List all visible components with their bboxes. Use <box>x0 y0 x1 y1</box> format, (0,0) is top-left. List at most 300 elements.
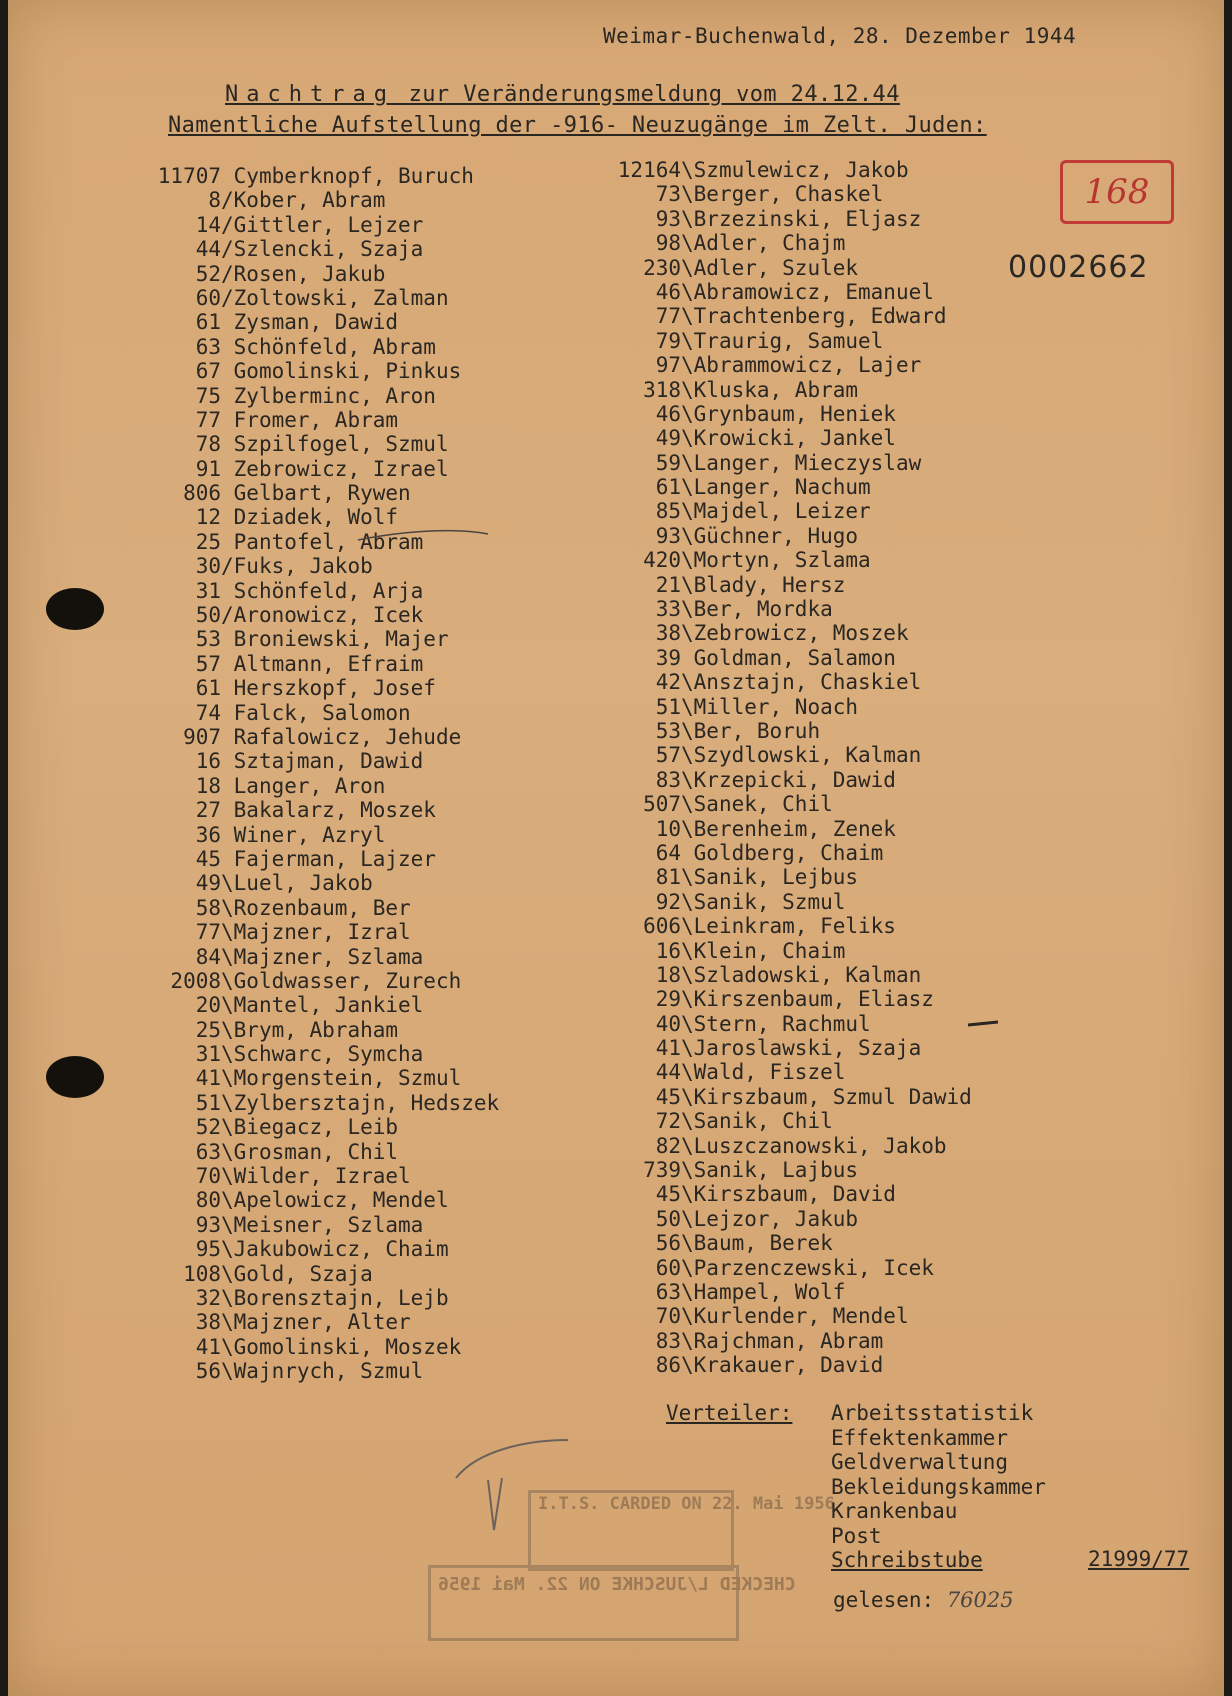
separator-mark: \ <box>221 1188 234 1213</box>
separator-mark: \ <box>681 1060 694 1085</box>
prisoner-name: Jaroslawski, Szaja <box>693 1036 922 1061</box>
prisoner-number: 93 <box>195 1212 221 1237</box>
separator-mark: \ <box>681 206 694 231</box>
prisoner-name: Brym, Abraham <box>233 1017 399 1042</box>
separator-mark: \ <box>681 499 694 524</box>
separator-mark: \ <box>221 1017 234 1042</box>
prisoner-name: Goldman, Salamon <box>693 645 896 670</box>
separator-mark: \ <box>681 523 694 548</box>
prisoner-name: Wilder, Izrael <box>233 1164 411 1189</box>
document-subtitle: Namentliche Aufstellung der -916- Neuzugänge im Zelt. Juden: <box>168 113 987 138</box>
prisoner-number: 53 <box>195 627 221 652</box>
separator-mark: \ <box>681 548 694 573</box>
separator-mark: \ <box>681 1182 694 1207</box>
prisoner-number: 61 <box>655 475 681 500</box>
separator-mark: \ <box>221 1139 234 1164</box>
prisoner-name: Gold, Szaja <box>233 1261 373 1286</box>
prisoner-number: 60 <box>195 285 221 310</box>
separator-mark: \ <box>221 1042 234 1067</box>
prisoner-name: Szlencki, Szaja <box>233 237 424 262</box>
prisoner-number: 98 <box>655 231 681 256</box>
pen-stroke-dash <box>968 1022 998 1025</box>
prisoner-number: 86 <box>655 1353 681 1378</box>
separator-mark: \ <box>681 1036 694 1061</box>
prisoner-number: 108 <box>183 1261 221 1286</box>
separator-mark: \ <box>681 1304 694 1329</box>
prisoner-number: 33 <box>655 597 681 622</box>
separator-mark: \ <box>681 670 694 695</box>
prisoner-number: 64 <box>655 840 681 865</box>
prisoner-name: Gelbart, Rywen <box>233 481 411 506</box>
separator-mark: \ <box>681 304 694 329</box>
prisoner-number: 50 <box>655 1206 681 1231</box>
prisoner-name: Falck, Salomon <box>233 700 411 725</box>
prisoner-name: Schönfeld, Abram <box>233 334 436 359</box>
separator-mark: \ <box>681 597 694 622</box>
prisoner-number: 25 <box>195 529 221 554</box>
prisoner-number: 25 <box>195 1017 221 1042</box>
prisoner-number: 46 <box>655 279 681 304</box>
prisoner-number: 29 <box>655 987 681 1012</box>
separator-mark: / <box>221 261 234 286</box>
separator-mark: \ <box>681 816 694 841</box>
red-page-number: 168 <box>1084 172 1150 212</box>
separator-mark: \ <box>221 1164 234 1189</box>
separator-mark: \ <box>681 621 694 646</box>
prisoner-name: Berger, Chaskel <box>693 182 884 207</box>
prisoner-number: 2008 <box>170 968 221 993</box>
prisoner-name: Cymberknopf, Buruch <box>233 164 474 188</box>
prisoner-name: Zebrowicz, Izrael <box>233 456 449 481</box>
prisoner-name: Sanik, Lajbus <box>693 1158 859 1183</box>
prisoner-name: Dziadek, Wolf <box>233 505 399 530</box>
prisoner-number: 31 <box>195 578 221 603</box>
separator-mark: \ <box>681 426 694 451</box>
distribution-item: Effektenkammer <box>831 1425 1009 1450</box>
separator-mark: \ <box>681 1231 694 1256</box>
separator-mark: \ <box>681 962 694 987</box>
stamp-text-upper: I.T.S. CARDED ON 22. Mai 1956 <box>538 1494 835 1514</box>
prisoner-number: 91 <box>195 456 221 481</box>
prisoner-name: Stern, Rachmul <box>693 1011 871 1036</box>
prisoner-number: 32 <box>195 1285 221 1310</box>
prisoner-number: 83 <box>655 767 681 792</box>
separator-mark: \ <box>221 920 234 945</box>
prisoner-name: Morgenstein, Szmul <box>233 1066 462 1091</box>
separator-mark: / <box>221 237 234 262</box>
separator-mark: \ <box>221 993 234 1018</box>
prisoner-number: 507 <box>643 792 681 817</box>
prisoner-name: Langer, Aron <box>233 773 386 798</box>
prisoner-number: 80 <box>195 1188 221 1213</box>
pen-marks <box>8 0 1224 1696</box>
prisoner-name: Ber, Boruh <box>693 718 821 743</box>
separator-mark: \ <box>681 1353 694 1378</box>
read-label: gelesen: <box>833 1588 935 1612</box>
separator-mark: \ <box>681 694 694 719</box>
prisoner-number: 61 <box>195 676 221 701</box>
separator-mark: \ <box>221 1285 234 1310</box>
separator-mark: \ <box>221 1066 234 1091</box>
prisoner-number: 52 <box>195 261 221 286</box>
prisoner-number: 93 <box>655 523 681 548</box>
prisoner-name: Altmann, Efraim <box>233 651 424 676</box>
prisoner-number: 8 <box>208 188 221 213</box>
prisoner-name: Sztajman, Dawid <box>233 749 424 774</box>
prisoner-number: 907 <box>183 724 221 749</box>
prisoner-name: Zylbersztajn, Hedszek <box>233 1090 500 1115</box>
separator-mark: \ <box>681 182 694 207</box>
prisoner-name: Pantofel, Abram <box>233 529 424 554</box>
prisoner-name: Grosman, Chil <box>233 1139 399 1164</box>
prisoner-number: 63 <box>655 1279 681 1304</box>
prisoner-number: 57 <box>655 743 681 768</box>
prisoner-name: Blady, Hersz <box>693 572 846 597</box>
prisoner-number: 21 <box>655 572 681 597</box>
prisoner-name: Leinkram, Feliks <box>693 914 896 939</box>
prisoner-number: 30 <box>195 554 221 579</box>
prisoner-name: Kirszenbaum, Eliasz <box>693 987 934 1012</box>
prisoner-name: Klein, Chaim <box>693 938 846 963</box>
prisoner-number: 31 <box>195 1042 221 1067</box>
prisoner-name: Adler, Szulek <box>693 255 859 280</box>
prisoner-number: 79 <box>655 328 681 353</box>
separator-mark: \ <box>681 328 694 353</box>
prisoner-number: 36 <box>195 822 221 847</box>
prisoner-name: Kirszbaum, David <box>693 1182 896 1207</box>
prisoner-number: 81 <box>655 865 681 890</box>
separator-mark: / <box>221 285 234 310</box>
separator-mark: / <box>221 212 234 237</box>
prisoner-number: 12164 <box>617 158 681 182</box>
reference-number: 21999/77 <box>1088 1547 1190 1571</box>
prisoner-number: 27 <box>195 798 221 823</box>
prisoner-number: 42 <box>655 670 681 695</box>
prisoner-number: 10 <box>655 816 681 841</box>
distribution-item: Post <box>831 1523 882 1548</box>
separator-mark: \ <box>681 1084 694 1109</box>
prisoner-name: Fajerman, Lajzer <box>233 846 436 871</box>
prisoner-name: Majzner, Szlama <box>233 944 424 969</box>
prisoner-number: 420 <box>643 548 681 573</box>
prisoner-name: Ansztajn, Chaskiel <box>693 670 922 695</box>
prisoner-name: Mantel, Jankiel <box>233 993 424 1018</box>
prisoner-number: 78 <box>195 432 221 457</box>
prisoner-name: Rosen, Jakub <box>233 261 386 286</box>
read-initials: 76025 <box>946 1588 1014 1612</box>
prisoner-name: Sanik, Szmul <box>693 889 846 914</box>
prisoner-number: 67 <box>195 359 221 384</box>
separator-mark: \ <box>221 968 234 993</box>
prisoner-name: Güchner, Hugo <box>693 523 859 548</box>
prisoner-name: Baum, Berek <box>693 1231 833 1256</box>
prisoner-number: 45 <box>655 1182 681 1207</box>
prisoner-name: Gomolinski, Pinkus <box>233 359 462 384</box>
prisoner-name: Aronowicz, Icek <box>233 603 424 628</box>
separator-mark: / <box>221 603 234 628</box>
prisoner-name: Winer, Azryl <box>233 822 386 847</box>
separator-mark: \ <box>681 889 694 914</box>
prisoner-name: Rozenbaum, Ber <box>233 895 411 920</box>
prisoner-number: 49 <box>655 426 681 451</box>
separator-mark: \ <box>221 1115 234 1140</box>
pen-stroke-hook <box>456 1440 568 1478</box>
prisoner-number: 59 <box>655 450 681 475</box>
prisoner-number: 18 <box>195 773 221 798</box>
prisoner-number: 77 <box>195 920 221 945</box>
prisoner-name: Krzepicki, Dawid <box>693 767 896 792</box>
separator-mark: / <box>221 188 234 213</box>
prisoner-name: Langer, Mieczyslaw <box>693 450 922 475</box>
separator-mark: \ <box>681 1206 694 1231</box>
prisoner-number: 20 <box>195 993 221 1018</box>
prisoner-number: 82 <box>655 1133 681 1158</box>
prisoner-number: 95 <box>195 1237 221 1262</box>
separator-mark: \ <box>221 1090 234 1115</box>
prisoner-number: 41 <box>655 1036 681 1061</box>
prisoner-name: Szladowski, Kalman <box>693 962 922 987</box>
prisoner-name: Meisner, Szlama <box>233 1212 424 1237</box>
separator-mark: / <box>221 554 234 579</box>
prisoner-number: 63 <box>195 334 221 359</box>
separator-mark: \ <box>681 1011 694 1036</box>
prisoner-number: 52 <box>195 1115 221 1140</box>
prisoner-name: Wald, Fiszel <box>693 1060 846 1085</box>
prisoner-number: 40 <box>655 1011 681 1036</box>
prisoner-name: Majzner, Izral <box>233 920 411 945</box>
prisoner-name: Bakalarz, Moszek <box>233 798 436 823</box>
separator-mark: \ <box>681 231 694 256</box>
prisoner-number: 72 <box>655 1109 681 1134</box>
prisoner-number: 58 <box>195 895 221 920</box>
prisoner-number: 51 <box>195 1090 221 1115</box>
prisoner-number: 45 <box>655 1084 681 1109</box>
prisoner-number: 606 <box>643 914 681 939</box>
prisoner-number: 77 <box>655 304 681 329</box>
prisoner-number: 57 <box>195 651 221 676</box>
prisoner-number: 50 <box>195 603 221 628</box>
prisoner-number: 318 <box>643 377 681 402</box>
distribution-item: Bekleidungskammer <box>831 1474 1046 1499</box>
prisoner-number: 53 <box>655 718 681 743</box>
separator-mark: \ <box>681 475 694 500</box>
prisoner-name: Kluska, Abram <box>693 377 859 402</box>
prisoner-name: Szmulewicz, Jakob <box>693 158 909 182</box>
prisoner-number: 806 <box>183 481 221 506</box>
prisoner-number: 41 <box>195 1334 221 1359</box>
prisoner-name: Borensztajn, Lejb <box>233 1285 449 1310</box>
prisoner-name: Rafalowicz, Jehude <box>233 724 462 749</box>
prisoner-number: 12 <box>195 505 221 530</box>
prisoner-name: Kirszbaum, Szmul Dawid <box>693 1084 972 1109</box>
prisoner-name: Herszkopf, Josef <box>233 676 436 701</box>
prisoner-name: Gittler, Lejzer <box>233 212 424 237</box>
prisoner-name: Abramowicz, Emanuel <box>693 279 934 304</box>
separator-mark: \ <box>681 987 694 1012</box>
prisoner-name: Luel, Jakob <box>233 871 373 896</box>
prisoner-name: Brzezinski, Eljasz <box>693 206 922 231</box>
prisoner-name: Sanik, Chil <box>693 1109 833 1134</box>
prisoner-name: Traurig, Samuel <box>693 328 884 353</box>
separator-mark: \ <box>681 865 694 890</box>
separator-mark: \ <box>681 158 694 182</box>
prisoner-name: Sanek, Chil <box>693 792 833 817</box>
stamp-text-lower: CHECKED L/JUSCHKE ON 22. Mai 1956 <box>438 1574 796 1595</box>
prisoner-number: 85 <box>655 499 681 524</box>
prisoner-number: 56 <box>195 1359 221 1384</box>
separator-mark: \ <box>681 255 694 280</box>
prisoner-name: Zylberminc, Aron <box>233 383 436 408</box>
prisoner-number: 77 <box>195 407 221 432</box>
prisoner-number: 84 <box>195 944 221 969</box>
prisoner-number: 70 <box>195 1164 221 1189</box>
prisoner-name: Szydlowski, Kalman <box>693 743 922 768</box>
prisoner-number: 60 <box>655 1255 681 1280</box>
prisoner-number: 11707 <box>157 164 221 188</box>
separator-mark: \ <box>221 1212 234 1237</box>
prisoner-number: 92 <box>655 889 681 914</box>
prisoner-name: Biegacz, Leib <box>233 1115 399 1140</box>
title-spaced-word: Nachtrag <box>225 82 395 107</box>
prisoner-name: Broniewski, Majer <box>233 627 449 652</box>
date-line: Weimar-Buchenwald, 28. Dezember 1944 <box>603 24 1077 48</box>
prisoner-name: Miller, Noach <box>693 694 859 719</box>
prisoner-number: 73 <box>655 182 681 207</box>
separator-mark: \ <box>681 353 694 378</box>
prisoner-name: Jakubowicz, Chaim <box>233 1237 449 1262</box>
separator-mark: \ <box>681 377 694 402</box>
prisoner-name: Schwarc, Symcha <box>233 1042 424 1067</box>
prisoner-name: Abrammowicz, Lajer <box>693 353 922 378</box>
prisoner-number: 74 <box>195 700 221 725</box>
prisoner-number: 44 <box>655 1060 681 1085</box>
prisoner-name: Goldberg, Chaim <box>693 840 884 865</box>
prisoner-number: 75 <box>195 383 221 408</box>
prisoner-name: Majzner, Alter <box>233 1310 411 1335</box>
separator-mark: \ <box>221 1310 234 1335</box>
prisoner-name: Zoltowski, Zalman <box>233 285 449 310</box>
prisoner-name: Kober, Abram <box>233 188 386 213</box>
prisoner-name: Fromer, Abram <box>233 407 399 432</box>
separator-mark: \ <box>221 871 234 896</box>
distribution-item: Krankenbau <box>831 1499 958 1523</box>
separator-mark: \ <box>681 279 694 304</box>
prisoner-number: 61 <box>195 310 221 335</box>
separator-mark: \ <box>681 1133 694 1158</box>
prisoner-number: 70 <box>655 1304 681 1329</box>
prisoner-name: Luszczanowski, Jakob <box>693 1133 947 1158</box>
prisoner-name: Rajchman, Abram <box>693 1328 884 1353</box>
prisoner-name: Zysman, Dawid <box>233 310 399 335</box>
prisoner-name: Trachtenberg, Edward <box>693 304 947 329</box>
prisoner-number: 41 <box>195 1066 221 1091</box>
prisoner-name: Krowicki, Jankel <box>693 426 896 451</box>
prisoner-name: Szpilfogel, Szmul <box>233 432 449 457</box>
pen-stroke-curve <box>358 531 488 540</box>
separator-mark: \ <box>681 1109 694 1134</box>
prisoner-name: Wajnrych, Szmul <box>233 1359 424 1384</box>
prisoner-number: 44 <box>195 237 221 262</box>
separator-mark: \ <box>681 938 694 963</box>
distribution-item: Geldverwaltung <box>831 1450 1009 1474</box>
prisoner-number: 51 <box>655 694 681 719</box>
prisoner-name: Krakauer, David <box>693 1353 884 1378</box>
pen-stroke-v <box>488 1478 502 1530</box>
prisoner-number: 18 <box>655 962 681 987</box>
separator-mark: \ <box>681 1255 694 1280</box>
separator-mark: \ <box>221 1359 234 1384</box>
separator-mark: \ <box>681 767 694 792</box>
prisoner-number: 38 <box>195 1310 221 1335</box>
separator-mark: \ <box>221 944 234 969</box>
prisoner-number: 45 <box>195 846 221 871</box>
prisoner-name: Kurlender, Mendel <box>693 1304 909 1329</box>
separator-mark: \ <box>681 401 694 426</box>
prisoner-number: 38 <box>655 621 681 646</box>
prisoner-name: Sanik, Lejbus <box>693 865 859 890</box>
archive-document-number: 0002662 <box>1008 250 1149 285</box>
separator-mark: \ <box>221 1261 234 1286</box>
prisoner-number: 97 <box>655 353 681 378</box>
prisoner-number: 83 <box>655 1328 681 1353</box>
separator-mark: \ <box>681 1279 694 1304</box>
prisoner-name: Berenheim, Zenek <box>693 816 896 841</box>
prisoner-name: Hampel, Wolf <box>693 1279 846 1304</box>
document-page <box>8 0 1224 1696</box>
prisoner-name: Gomolinski, Moszek <box>233 1334 462 1359</box>
prisoner-number: 46 <box>655 401 681 426</box>
prisoner-name: Adler, Chajm <box>693 231 846 256</box>
prisoner-number: 39 <box>655 645 681 670</box>
prisoner-number: 56 <box>655 1231 681 1256</box>
separator-mark: \ <box>681 914 694 939</box>
prisoner-name: Schönfeld, Arja <box>233 578 424 603</box>
separator-mark: \ <box>221 1237 234 1262</box>
prisoner-name: Parzenczewski, Icek <box>693 1255 934 1280</box>
prisoner-name: Goldwasser, Zurech <box>233 968 462 993</box>
prisoner-number: 14 <box>195 212 221 237</box>
separator-mark: \ <box>681 792 694 817</box>
separator-mark: \ <box>681 718 694 743</box>
prisoner-name: Fuks, Jakob <box>233 554 373 579</box>
prisoner-number: 230 <box>643 255 681 280</box>
title-rest: zur Veränderungsmeldung vom 24.12.44 <box>394 82 900 107</box>
prisoner-name: Grynbaum, Heniek <box>693 401 896 426</box>
prisoner-number: 63 <box>195 1139 221 1164</box>
prisoner-name: Langer, Nachum <box>693 475 871 500</box>
separator-mark: \ <box>681 743 694 768</box>
separator-mark: \ <box>681 1158 694 1183</box>
prisoner-number: 93 <box>655 206 681 231</box>
distribution-item: Schreibstube <box>831 1548 983 1572</box>
prisoner-number: 739 <box>643 1158 681 1183</box>
prisoner-name: Lejzor, Jakub <box>693 1206 859 1231</box>
prisoner-name: Apelowicz, Mendel <box>233 1188 449 1213</box>
prisoner-number: 49 <box>195 871 221 896</box>
prisoner-name: Ber, Mordka <box>693 597 833 622</box>
separator-mark: \ <box>681 1328 694 1353</box>
distribution-item: Arbeitsstatistik <box>831 1401 1034 1425</box>
separator-mark: \ <box>681 450 694 475</box>
prisoner-name: Majdel, Leizer <box>693 499 871 524</box>
separator-mark: \ <box>221 1334 234 1359</box>
prisoner-name: Mortyn, Szlama <box>693 548 871 573</box>
distribution-label: Verteiler: <box>666 1401 793 1425</box>
separator-mark: \ <box>681 572 694 597</box>
prisoner-name: Zebrowicz, Moszek <box>693 621 909 646</box>
separator-mark: \ <box>221 895 234 920</box>
prisoner-number: 16 <box>195 749 221 774</box>
